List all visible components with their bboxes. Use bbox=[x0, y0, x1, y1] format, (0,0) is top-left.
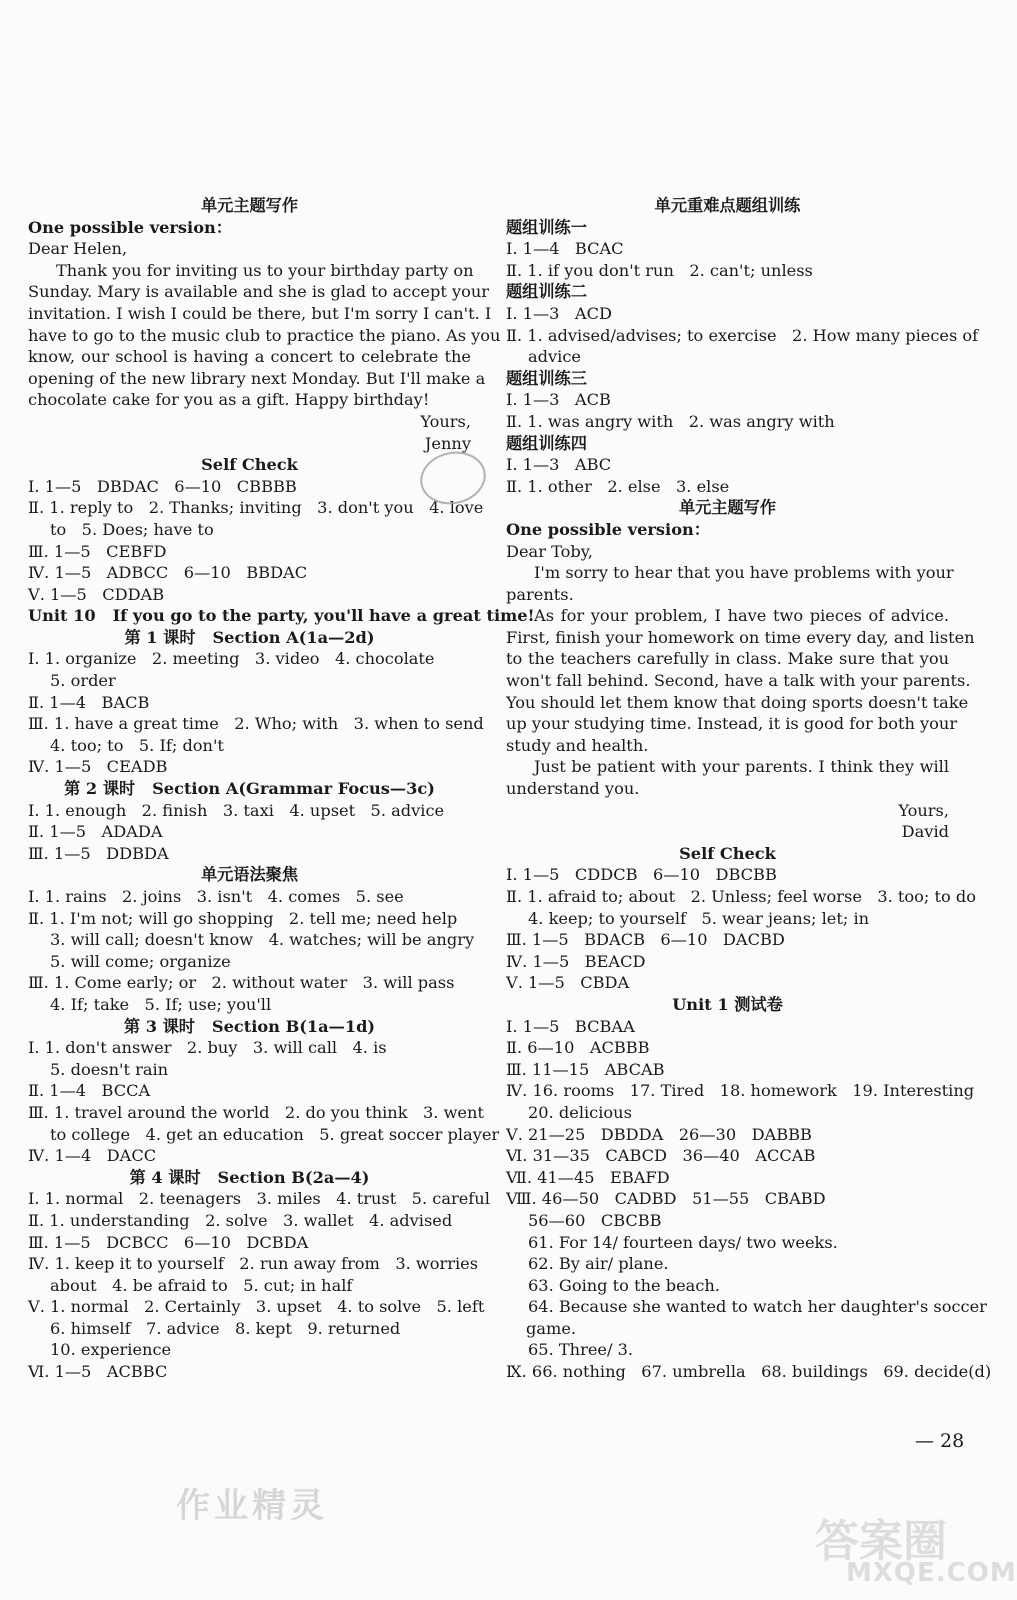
text-line: First, finish your homework on time every day, and listen bbox=[506, 627, 975, 647]
text-line: Ⅲ. 1. travel around the world 2. do you think 3. went bbox=[28, 1102, 484, 1122]
text-line: Self Check bbox=[679, 843, 776, 863]
text-line: parents. bbox=[506, 584, 574, 604]
watermark-text: 作业精灵 bbox=[176, 1486, 328, 1526]
text-line: Ⅱ. 1. I'm not; will go shopping 2. tell me; need help bbox=[28, 908, 458, 928]
text-line: about 4. be afraid to 5. cut; in half bbox=[50, 1275, 353, 1295]
text-line: up your studying time. Instead, it is good for both your bbox=[506, 714, 958, 734]
text-line: 题组训练四 bbox=[506, 433, 587, 453]
text-line: have to go to the music club to practice the piano. As you bbox=[28, 325, 501, 345]
text-line: Ⅳ. 1—5 BEACD bbox=[506, 951, 646, 971]
text-line: 单元重难点题组训练 bbox=[654, 196, 801, 215]
left-column bbox=[28, 195, 535, 1383]
text-line: Ⅳ. 1—5 CEADB bbox=[28, 757, 168, 777]
text-line: Ⅰ. 1. enough 2. finish 3. taxi 4. upset 5. advice bbox=[28, 800, 445, 820]
text-line: Ⅲ. 11—15 ABCAB bbox=[506, 1059, 665, 1079]
text-line: Ⅰ. 1—4 BCAC bbox=[506, 239, 624, 259]
text-line: One possible version： bbox=[28, 217, 232, 237]
text-line: Yours, bbox=[420, 411, 471, 431]
text-line: 6. himself 7. advice 8. kept 9. returned bbox=[50, 1318, 401, 1338]
text-line: Yours, bbox=[898, 800, 949, 820]
text-line: 单元主题写作 bbox=[678, 498, 777, 518]
text-line: Unit 10 If you go to the party, you'll have a great time! bbox=[28, 606, 535, 626]
text-line: advice bbox=[528, 347, 581, 367]
text-line: Ⅰ. 1. rains 2. joins 3. isn't 4. comes 5. see bbox=[28, 887, 404, 906]
text-line: Ⅲ. 1—5 CEBFD bbox=[28, 541, 167, 561]
text-line: Ⅱ. 1. advised/advises; to exercise 2. How many pieces of bbox=[506, 325, 979, 345]
text-line: 5. will come; organize bbox=[50, 951, 231, 971]
text-line: Ⅱ. 1. afraid to; about 2. Unless; feel worse 3. too; to do bbox=[506, 887, 977, 906]
text-line: Ⅰ. 1—3 ACB bbox=[506, 390, 611, 410]
text-line: Ⅲ. 1—5 DCBCC 6—10 DCBDA bbox=[28, 1232, 309, 1252]
text-line: Ⅲ. 1. have a great time 2. Who; with 3. when to send bbox=[28, 714, 484, 734]
text-line: Jenny bbox=[424, 433, 471, 453]
text-line: You should let them know that doing sports doesn't take bbox=[506, 692, 969, 712]
text-line: Ⅱ. 1. if you don't run 2. can't; unless bbox=[506, 260, 813, 280]
text-line: Ⅱ. 1. understanding 2. solve 3. wallet 4. advised bbox=[28, 1210, 453, 1230]
text-line: 10. experience bbox=[50, 1340, 172, 1360]
text-line: 20. delicious bbox=[528, 1102, 632, 1122]
text-line: Ⅲ. 1—5 DDBDA bbox=[28, 843, 169, 863]
text-line: Ⅴ. 1—5 CDDAB bbox=[28, 584, 165, 604]
text-line: Ⅰ. 1—5 BCBAA bbox=[506, 1016, 635, 1036]
text-line: Ⅰ. 1. organize 2. meeting 3. video 4. chocolate bbox=[28, 649, 435, 669]
text-line: Thank you for inviting us to your birthday party on bbox=[56, 260, 474, 280]
text-line: Unit 1 测试卷 bbox=[672, 994, 783, 1014]
text-line: Sunday. Mary is available and she is glad to accept your bbox=[28, 282, 490, 302]
text-line: 4. If; take 5. If; use; you'll bbox=[50, 994, 272, 1014]
text-line: Ⅵ. 1—5 ACBBC bbox=[28, 1362, 168, 1382]
text-line: 64. Because she wanted to watch her daughter's soccer bbox=[528, 1297, 987, 1317]
text-line: 4. too; to 5. If; don't bbox=[50, 735, 224, 755]
text-line: 3. will call; doesn't know 4. watches; will be angry bbox=[50, 930, 475, 950]
text-line: 61. For 14/ fourteen days/ two weeks. bbox=[528, 1232, 838, 1252]
text-line: Ⅵ. 31—35 CABCD 36—40 ACCAB bbox=[506, 1146, 816, 1166]
text-line: Ⅲ. 1. Come early; or 2. without water 3. will pass bbox=[28, 973, 455, 993]
text-line: 4. keep; to yourself 5. wear jeans; let; in bbox=[528, 908, 870, 928]
text-line: 单元主题写作 bbox=[200, 196, 299, 215]
text-line: Ⅲ. 1—5 BDACB 6—10 DACBD bbox=[506, 930, 785, 950]
text-line: Ⅴ. 1. normal 2. Certainly 3. upset 4. to solve 5. left bbox=[28, 1297, 485, 1317]
text-line: 第 2 课时 Section A(Grammar Focus—3c) bbox=[64, 779, 435, 799]
text-line: David bbox=[901, 822, 949, 842]
text-line: Ⅳ. 16. rooms 17. Tired 18. homework 19. Interesting bbox=[506, 1081, 975, 1101]
text-line: As for your problem, I have two pieces of advice. bbox=[534, 606, 949, 626]
text-line: Ⅳ. 1—4 DACC bbox=[28, 1146, 157, 1166]
right-column bbox=[506, 195, 992, 1383]
text-line: Ⅰ. 1. normal 2. teenagers 3. miles 4. trust 5. careful bbox=[28, 1189, 490, 1209]
text-line: chocolate cake for you as a gift. Happy birthday! bbox=[28, 390, 430, 410]
text-line: Ⅱ. 1—4 BACB bbox=[28, 692, 150, 712]
text-line: Ⅱ. 1. other 2. else 3. else bbox=[506, 476, 730, 496]
text-line: study and health. bbox=[506, 735, 649, 755]
text-line: 5. order bbox=[50, 671, 116, 691]
text-line: 第 1 课时 Section A(1a—2d) bbox=[124, 627, 375, 647]
text-line: Ⅷ. 46—50 CADBD 51—55 CBABD bbox=[506, 1189, 826, 1209]
text-line: won't fall behind. Second, have a talk with your parents. bbox=[506, 671, 971, 691]
text-line: Ⅱ. 1. was angry with 2. was angry with bbox=[506, 411, 835, 431]
text-line: Ⅰ. 1—3 ABC bbox=[506, 455, 612, 475]
text-line: Ⅶ. 41—45 EBAFD bbox=[506, 1167, 670, 1187]
text-line: Self Check bbox=[201, 455, 298, 475]
text-line: 56—60 CBCBB bbox=[528, 1210, 662, 1230]
watermark-url: MXQE.COM bbox=[846, 1558, 1017, 1588]
text-line: Dear Toby, bbox=[506, 541, 593, 561]
text-line: Ⅴ. 1—5 CBDA bbox=[506, 973, 630, 993]
text-line: Just be patient with your parents. I think they will bbox=[534, 757, 949, 777]
text-line: game. bbox=[526, 1318, 577, 1338]
text-line: know, our school is having a concert to celebrate the bbox=[28, 347, 471, 367]
text-line: 题组训练二 bbox=[506, 282, 587, 302]
text-line: to the teachers carefully in class. Make sure that you bbox=[506, 649, 949, 669]
text-line: to 5. Does; have to bbox=[50, 519, 214, 539]
text-line: Ⅳ. 1. keep it to yourself 2. run away from 3. worries bbox=[28, 1254, 479, 1274]
text-line: 第 3 课时 Section B(1a—1d) bbox=[123, 1016, 376, 1036]
text-line: opening of the new library next Monday. But I'll make a bbox=[28, 368, 486, 388]
text-line: invitation. I wish I could be there, but I'm sorry I can't. I bbox=[28, 303, 492, 323]
text-line: Ⅰ. 1—5 CDDCB 6—10 DBCBB bbox=[506, 865, 777, 885]
text-line: Ⅸ. 66. nothing 67. umbrella 68. buildings 69. decide(d) bbox=[506, 1362, 992, 1382]
text-line: 单元语法聚焦 bbox=[200, 865, 299, 885]
text-line: 第 4 课时 Section B(2a—4) bbox=[129, 1167, 370, 1187]
text-line: Ⅱ. 1—5 ADADA bbox=[28, 822, 163, 842]
text-line: Ⅰ. 1—3 ACD bbox=[506, 303, 612, 323]
text-line: 题组训练一 bbox=[506, 217, 587, 237]
text-line: Ⅱ. 1. reply to 2. Thanks; inviting 3. don't you 4. love bbox=[28, 498, 484, 518]
text-line: 题组训练三 bbox=[506, 368, 587, 388]
watermark-logo: 答案圈 bbox=[815, 1516, 947, 1567]
text-line: One possible version： bbox=[506, 519, 710, 539]
text-line: to college 4. get an education 5. great soccer player bbox=[50, 1124, 500, 1144]
text-line: understand you. bbox=[506, 779, 640, 799]
text-line: Dear Helen, bbox=[28, 239, 128, 259]
text-line: 62. By air/ plane. bbox=[528, 1254, 669, 1274]
text-line: Ⅴ. 21—25 DBDDA 26—30 DABBB bbox=[506, 1124, 812, 1144]
text-line: 5. doesn't rain bbox=[50, 1059, 169, 1079]
text-line: Ⅰ. 1. don't answer 2. buy 3. will call 4. is bbox=[28, 1038, 387, 1058]
text-line: Ⅰ. 1—5 DBDAC 6—10 CBBBB bbox=[28, 476, 297, 496]
text-line: Ⅱ. 1—4 BCCA bbox=[28, 1081, 151, 1101]
text-line: 63. Going to the beach. bbox=[528, 1275, 720, 1295]
text-line: I'm sorry to hear that you have problems with your bbox=[534, 563, 954, 583]
text-line: Ⅱ. 6—10 ACBBB bbox=[506, 1038, 650, 1058]
text-line: Ⅳ. 1—5 ADBCC 6—10 BBDAC bbox=[28, 563, 308, 583]
page-number: — 28 bbox=[915, 1430, 965, 1452]
text-line: 65. Three/ 3. bbox=[528, 1340, 634, 1360]
